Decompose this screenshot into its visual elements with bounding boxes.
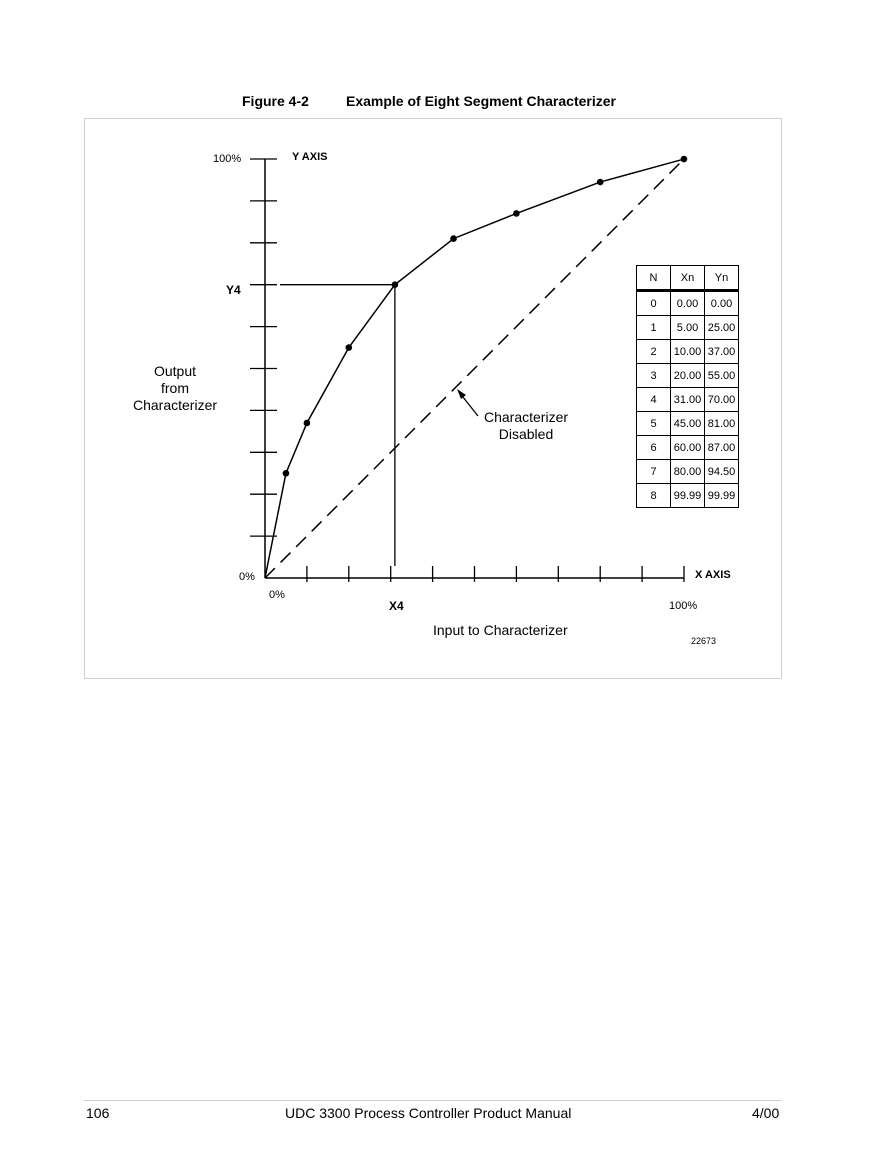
- y-tick-0: 0%: [239, 571, 255, 583]
- data-point: [513, 210, 520, 217]
- table-cell-n: 1: [637, 316, 671, 340]
- table-cell-yn: 70.00: [705, 388, 739, 412]
- table-cell-yn: 81.00: [705, 412, 739, 436]
- figure-id: 22673: [691, 636, 717, 646]
- x4-label: X4: [389, 599, 404, 613]
- table-cell-xn: 60.00: [671, 436, 705, 460]
- x-tick-100: 100%: [669, 600, 698, 612]
- table-cell-n: 2: [637, 340, 671, 364]
- x-description: Input to Characterizer: [433, 622, 568, 638]
- table-cell-xn: 10.00: [671, 340, 705, 364]
- characterizer-disabled-annotation: Characterizer Disabled: [483, 409, 569, 442]
- page-number: 106: [86, 1105, 110, 1121]
- table-cell-yn: 0.00: [705, 291, 739, 316]
- figure-title: Example of Eight Segment Characterizer: [346, 93, 616, 109]
- table-cell-n: 3: [637, 364, 671, 388]
- y-tick-100: 100%: [213, 153, 242, 165]
- table-cell-yn: 99.99: [705, 484, 739, 508]
- manual-title: UDC 3300 Process Controller Product Manual: [285, 1105, 572, 1121]
- table-cell-xn: 80.00: [671, 460, 705, 484]
- table-cell-xn: 99.99: [671, 484, 705, 508]
- data-point: [450, 235, 457, 242]
- y-description: Output from Characterizer: [132, 363, 218, 413]
- table-header-yn: Yn: [705, 266, 739, 291]
- table-cell-yn: 25.00: [705, 316, 739, 340]
- table-cell-xn: 45.00: [671, 412, 705, 436]
- table-cell-n: 4: [637, 388, 671, 412]
- table-row: [637, 291, 739, 316]
- data-point: [681, 156, 688, 163]
- table-cell-yn: 87.00: [705, 436, 739, 460]
- table-cell-yn: 37.00: [705, 340, 739, 364]
- characterizer-table: [636, 265, 739, 508]
- y-axis-label: Y AXIS: [292, 151, 328, 163]
- table-row: [637, 460, 739, 484]
- x-axis-label: X AXIS: [695, 569, 731, 581]
- y4-label: Y4: [226, 283, 241, 297]
- characterizer-disabled-line: [265, 159, 684, 578]
- table-cell-xn: 0.00: [671, 291, 705, 316]
- table-row: [637, 484, 739, 508]
- table-cell-n: 0: [637, 291, 671, 316]
- data-point: [283, 470, 290, 477]
- data-point: [346, 344, 353, 351]
- footer-divider: [84, 1100, 782, 1101]
- table-cell-n: 5: [637, 412, 671, 436]
- table-row: [637, 316, 739, 340]
- table-cell-yn: 94.50: [705, 460, 739, 484]
- revision-date: 4/00: [752, 1105, 780, 1121]
- table-cell-n: 7: [637, 460, 671, 484]
- table-header-xn: Xn: [671, 266, 705, 291]
- table-header-n: N: [637, 266, 671, 291]
- table-cell-xn: 20.00: [671, 364, 705, 388]
- x-tick-0: 0%: [269, 589, 285, 601]
- table-row: [637, 412, 739, 436]
- figure-number: Figure 4-2: [242, 93, 309, 109]
- annotation-arrow-head: [457, 389, 466, 399]
- table-row: [637, 340, 739, 364]
- data-point: [304, 420, 311, 427]
- table-header-row: [637, 266, 739, 291]
- table-cell-xn: 31.00: [671, 388, 705, 412]
- table-cell-n: 6: [637, 436, 671, 460]
- data-point: [392, 281, 399, 288]
- table-cell-n: 8: [637, 484, 671, 508]
- table-row: [637, 436, 739, 460]
- data-point: [597, 179, 604, 186]
- table-row: [637, 388, 739, 412]
- table-row: [637, 364, 739, 388]
- table-cell-xn: 5.00: [671, 316, 705, 340]
- table-cell-yn: 55.00: [705, 364, 739, 388]
